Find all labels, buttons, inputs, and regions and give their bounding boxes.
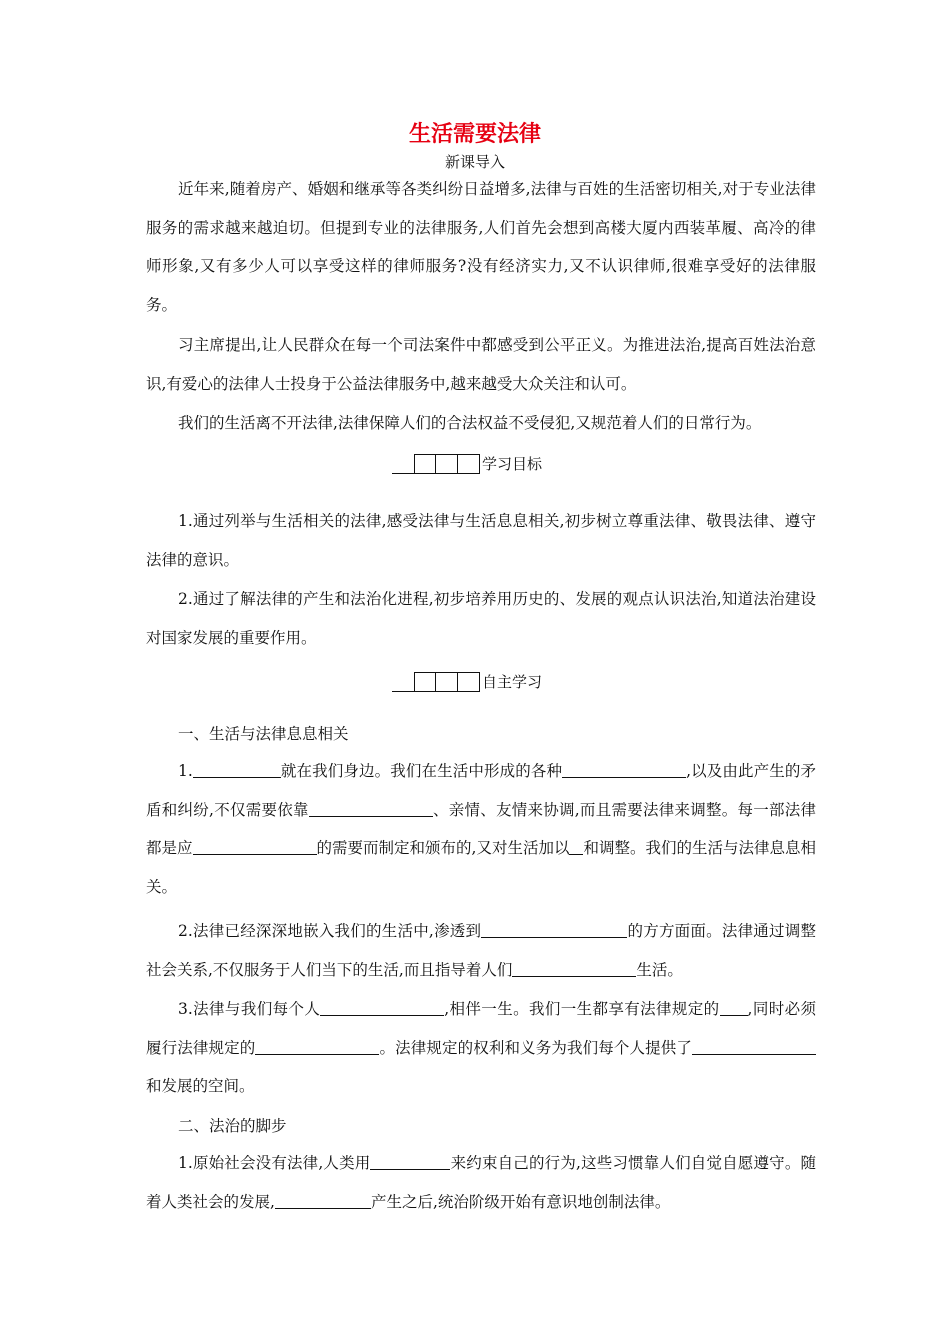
answer-blank[interactable] [193,761,281,778]
self-study-header [392,668,542,692]
answer-blank[interactable] [275,1192,371,1209]
section-subtitle-intro: 新课导入 [444,153,505,171]
fill-question-1: 1. 就在我们身边。我们在生活中形成的各种 ,以及由此产生的矛盾和纠纷,不仅需要依靠 、亲情、友情来协调,而且需要法律来调整。每一部法律都是应 的需要而制定和颁布的,又对生活加以 和调整。我们的生活与法律息息相关。 [146,762,816,896]
learning-goals-label: 学习目标 [482,455,543,473]
document-title: 生活需要法律 [408,122,541,147]
header-box-decoration [392,670,480,692]
answer-blank[interactable] [481,921,627,938]
answer-blank[interactable] [255,1038,379,1055]
answer-blank[interactable] [320,999,444,1016]
fill-question-4: 1.原始社会没有法律,人类用 来约束自己的行为,这些习惯靠人们自觉自愿遵守。随着人类社会的发展, 产生之后,统治阶级开始有意识地创制法律。 [146,1154,816,1211]
section-heading-1: 一、生活与法律息息相关 [178,725,349,743]
answer-blank[interactable] [309,800,433,817]
section-heading-2: 二、法治的脚步 [178,1117,287,1135]
answer-blank[interactable] [692,1038,816,1055]
learning-goals-header [392,450,542,474]
intro-paragraph-1: 近年来,随着房产、婚姻和继承等各类纠纷日益增多,法律与百姓的生活密切相关,对于专业法律服务的需求越来越迫切。但提到专业的法律服务,人们首先会想到高楼大厦内西装革履、高冷的律师形象,又有多少人可以享受这样的律师服务?没有经济实力,又不认识律师,很难享受好的法律服务。 [146,180,816,314]
answer-blank[interactable] [193,838,317,855]
intro-paragraph-2: 习主席提出,让人民群众在每一个司法案件中都感受到公平正义。为推进法治,提高百姓法治意识,有爱心的法律人士投身于公益法律服务中,越来越受大众关注和认可。 [146,336,816,393]
answer-blank[interactable] [569,838,583,855]
header-box-decoration [392,452,480,474]
self-study-label: 自主学习 [482,673,543,691]
answer-blank[interactable] [720,999,748,1016]
goal-item-1: 1.通过列举与生活相关的法律,感受法律与生活息息相关,初步树立尊重法律、敬畏法律、遵守法律的意识。 [146,512,816,569]
answer-blank[interactable] [562,761,686,778]
goal-item-2: 2.通过了解法律的产生和法治化进程,初步培养用历史的、发展的观点认识法治,知道法治建设对国家发展的重要作用。 [146,590,816,647]
fill-question-3: 3.法律与我们每个人 ,相伴一生。我们一生都享有法律规定的 ,同时必须履行法律规定的 。法律规定的权利和义务为我们每个人提供了和发展的空间。 [146,1000,816,1095]
answer-blank[interactable] [370,1153,450,1170]
intro-paragraph-3: 我们的生活离不开法律,法律保障人们的合法权益不受侵犯,又规范着人们的日常行为。 [178,414,762,432]
fill-question-2: 2.法律已经深深地嵌入我们的生活中,渗透到 的方方面面。法律通过调整社会关系,不仅服务于人们当下的生活,而且指导着人们 生活。 [146,922,816,979]
answer-blank[interactable] [512,960,636,977]
